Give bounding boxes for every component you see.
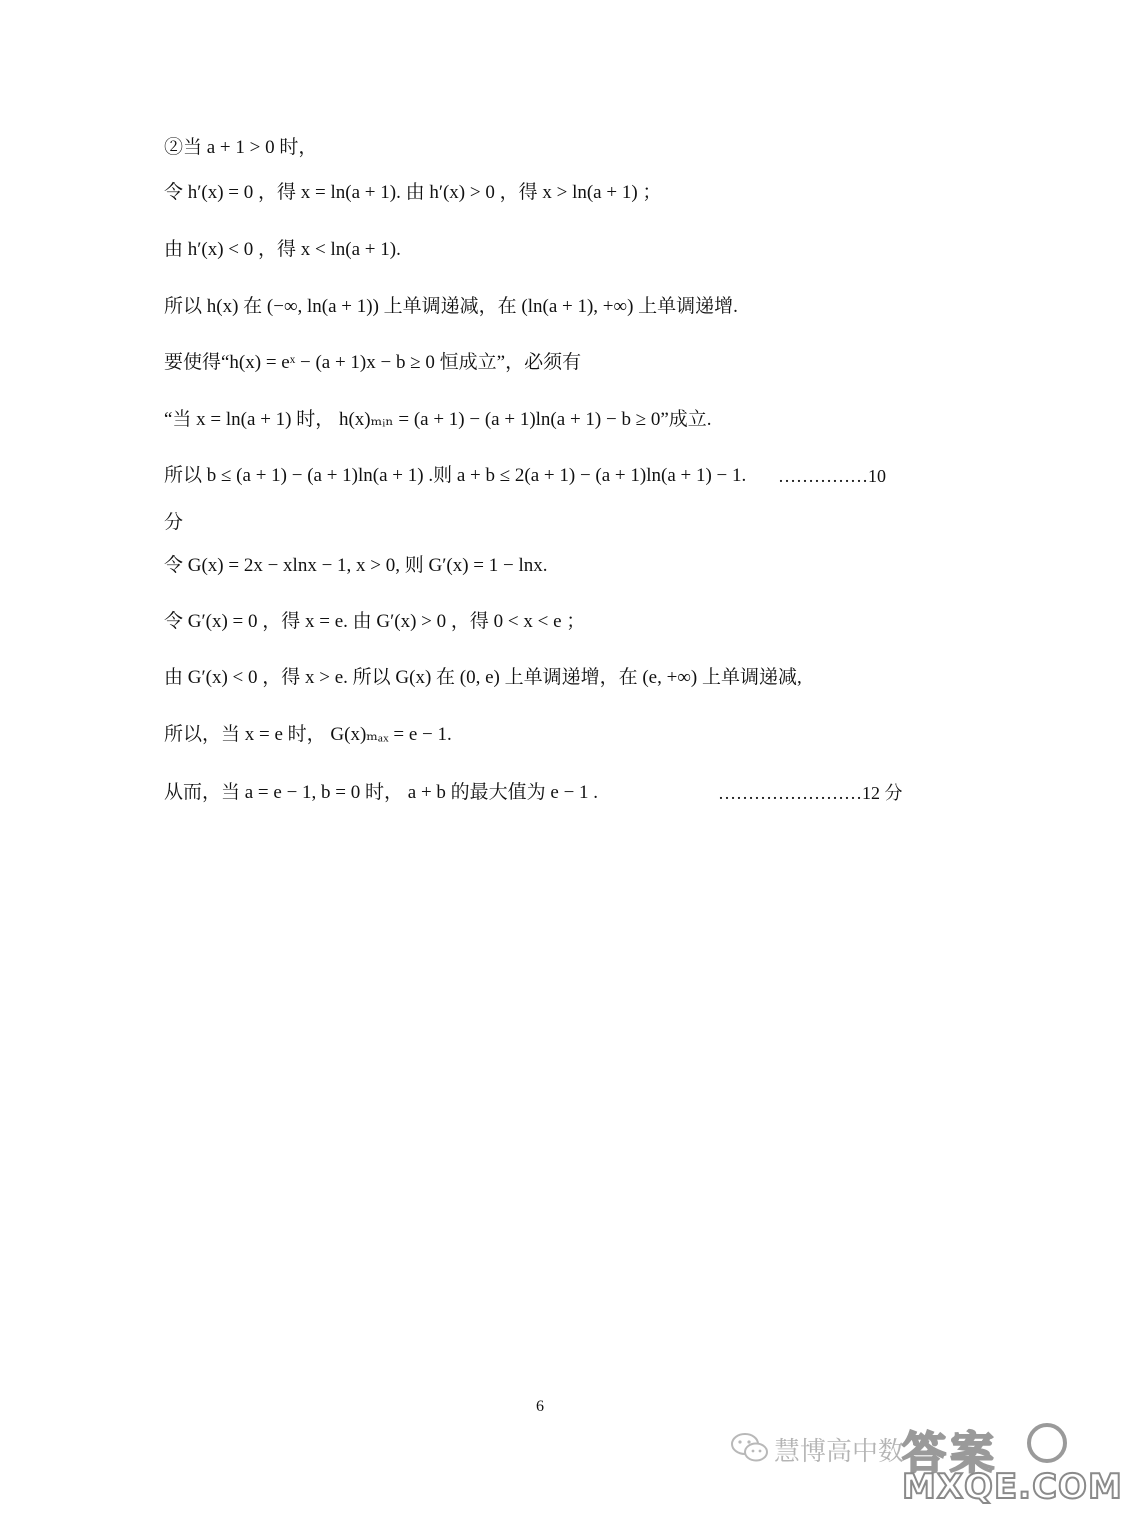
solution-line-10: 令 G′(x) = 0 ，得 x = e. 由 G′(x) > 0 ，得 0 < x < e ； [164,611,586,632]
watermark-badge-icon [1027,1423,1067,1463]
watermark-logo-text: 答案 [902,1428,998,1479]
solution-line-13: 从而，当 a = e − 1, b = 0 时， a + b 的最大值为 e − 1 . [164,782,599,803]
solution-line-12: 所以，当 x = e 时， G(x)ₘₐₓ = e − 1. [164,724,452,745]
solution-line-3: 由 h′(x) < 0 ，得 x < ln(a + 1). [164,239,401,260]
watermark [730,1417,1123,1517]
score-marker-12: ……………………12 分 [718,783,903,803]
watermark-url: MXQE.COM [902,1467,1123,1507]
solution-line-5: 要使得“h(x) = eˣ − (a + 1)x − b ≥ 0 恒成立”，必须有 [164,352,582,373]
solution-line-2: 令 h′(x) = 0 ，得 x = ln(a + 1). 由 h′(x) > 0 ，得 x > ln(a + 1) ； [164,182,662,203]
solution-line-9: 令 G(x) = 2x − xlnx − 1, x > 0, 则 G′(x) = 1 − lnx. [164,555,548,576]
solution-line-8: 分 [164,512,184,533]
solution-line-4: 所以 h(x) 在 (−∞, ln(a + 1)) 上单调递减，在 (ln(a + 1), +∞) 上单调递增. [164,296,738,317]
watermark-account-name: 慧博高中数 [774,1437,905,1467]
page-number: 6 [536,1398,544,1415]
solution-line-1: ②当 a + 1 > 0 时， [164,137,318,158]
wechat-icon [730,1431,770,1465]
score-marker-10: ……………10 [778,466,886,486]
solution-line-11: 由 G′(x) < 0 ，得 x > e. 所以 G(x) 在 (0, e) 上单调递增，在 (e, +∞) 上单调递减, [164,667,802,688]
solution-line-6: “当 x = ln(a + 1) 时， h(x)ₘᵢₙ = (a + 1) − (a + 1)ln(a + 1) − b ≥ 0”成立. [164,409,712,430]
solution-line-7: 所以 b ≤ (a + 1) − (a + 1)ln(a + 1) .则 a + b ≤ 2(a + 1) − (a + 1)ln(a + 1) − 1. [164,465,747,486]
